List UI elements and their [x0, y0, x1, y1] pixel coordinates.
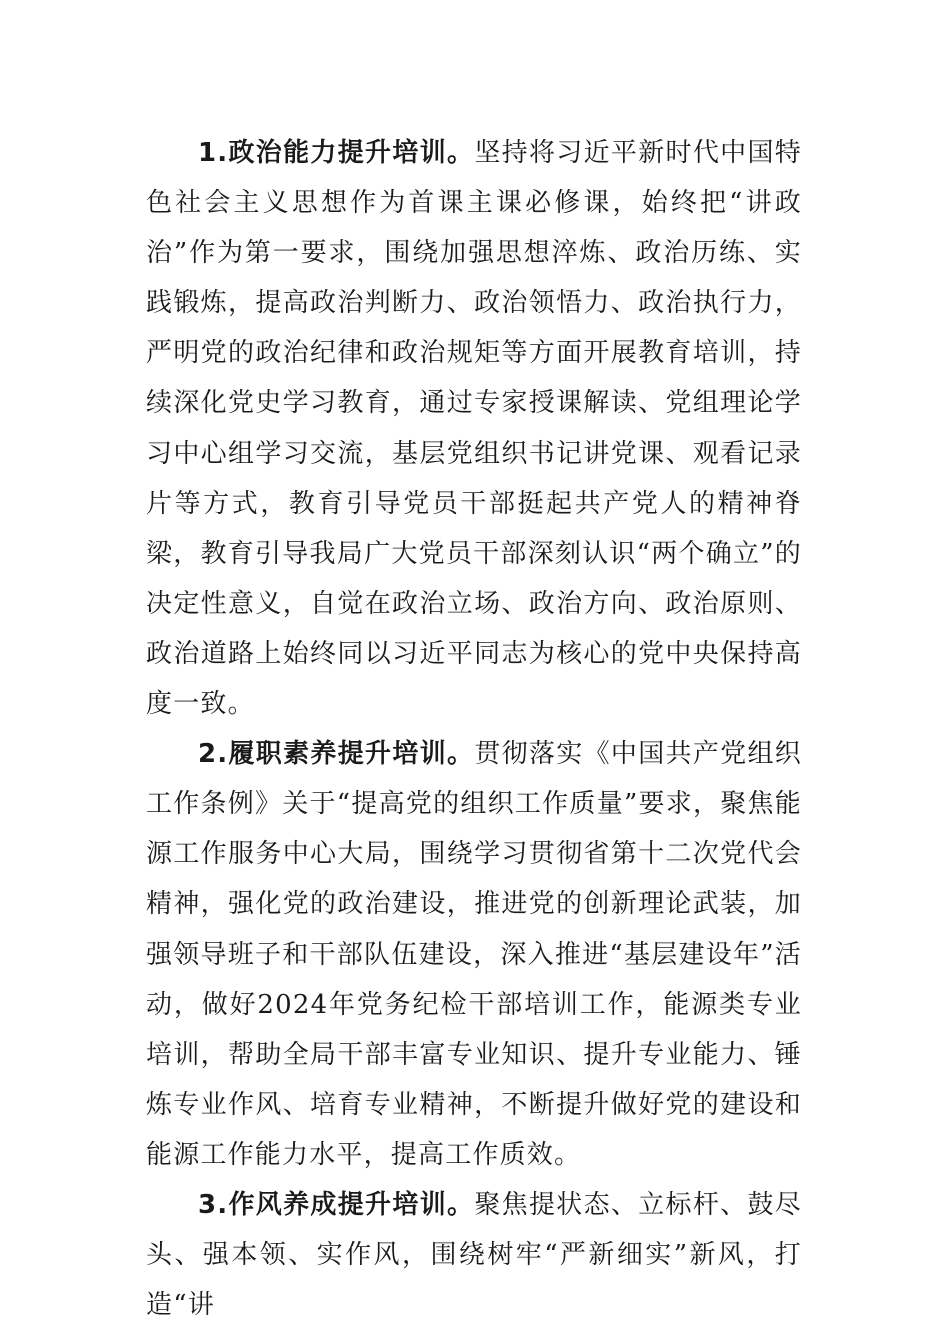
paragraph-political-ability [146, 128, 802, 729]
paragraph-heading: 1.政治能力提升培训。 [198, 138, 475, 168]
paragraph-duty-literacy [146, 729, 802, 1180]
paragraph-body: 贯彻落实《中国共产党组织工作条例》关于“提高党的组织工作质量”要求，聚焦能源工作服务中心大局，围绕学习贯彻省第十二次党代会精神，强化党的政治建设，推进党的创新理论武装，加强领导班子和干部队伍建设，深入推进“基层建设年”活动，做好2024年党务纪检干部培训工作，能源类专业培训，帮助全局干部丰富专业知识、提升专业能力、锤炼专业作风、培育专业精神，不断提升做好党的建设和能源工作能力水平，提高工作质效。 [146, 739, 802, 1170]
paragraph-body: 聚焦提状态、立标杆、鼓尽头、强本领、实作风，围绕树牢“严新细实”新风，打造“讲 [146, 1189, 802, 1321]
paragraph-body: 坚持将习近平新时代中国特色社会主义思想作为首课主课必修课，始终把“讲政治”作为第一要求，围绕加强思想淬炼、政治历练、实践锻炼，提高政治判断力、政治领悟力、政治执行力，严明党的政治纪律和政治规矩等方面开展教育培训，持续深化党史学习教育，通过专家授课解读、党组理论学习中心组学习交流，基层党组织书记讲党课、观看记录片等方式，教育引导党员干部挺起共产党人的精神脊梁，教育引导我局广大党员干部深刻认识“两个确立”的决定性意义，自觉在政治立场、政治方向、政治原则、政治道路上始终同以习近平同志为核心的党中央保持高度一致。 [146, 138, 802, 720]
paragraph-heading: 3.作风养成提升培训。 [198, 1189, 475, 1220]
paragraph-work-style [146, 1180, 802, 1330]
paragraph-heading: 2.履职素养提升培训。 [198, 739, 475, 770]
document-page [146, 128, 802, 1330]
